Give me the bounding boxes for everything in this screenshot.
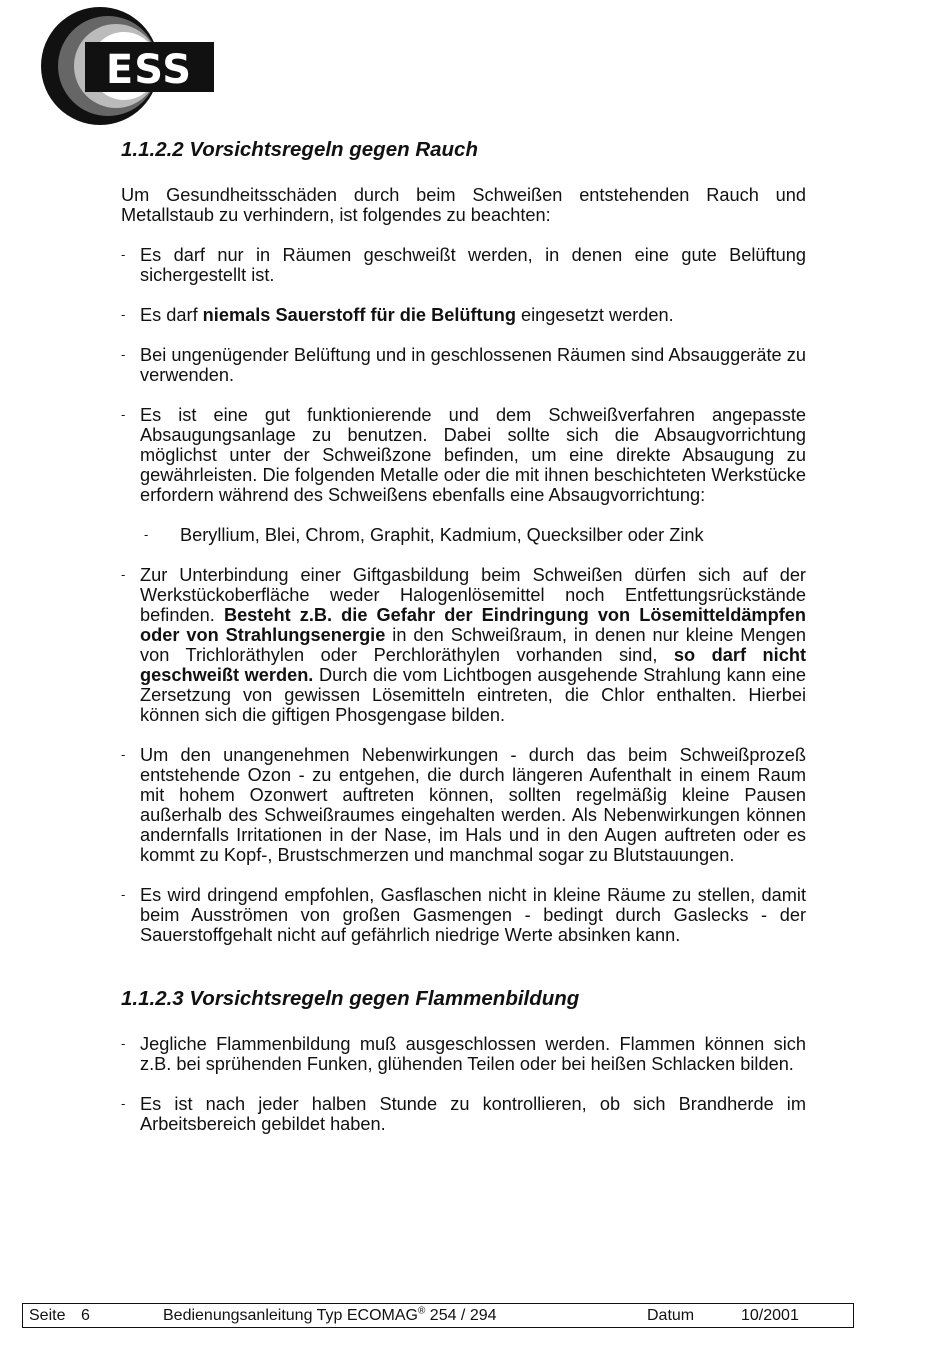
bold-warning: so darf nicht geschweißt werden. — [140, 645, 807, 685]
bullet-dash: - — [144, 527, 149, 542]
bullet-dash: - — [121, 407, 126, 422]
bullet-dash: - — [121, 887, 126, 902]
registered-mark: ® — [417, 1305, 426, 1317]
bullet-dash: - — [121, 1096, 126, 1111]
list-item: - Es darf niemals Sauerstoff für die Belüftung eingesetzt werden. — [121, 305, 674, 325]
footer-page-number: 6 — [81, 1307, 90, 1324]
footer-page-label: Seite — [29, 1307, 66, 1324]
section-heading-flammen: 1.1.2.3 Vorsichtsregeln gegen Flammenbildung — [121, 987, 580, 1010]
list-item: - Bei ungenügender Belüftung und in geschlossenen Räumen sind Absauggeräte zu verwenden. — [121, 345, 806, 385]
page-footer — [22, 1303, 854, 1328]
bold-warning: Besteht z.B. die Gefahr der Eindringung von Lösemitteldämpfen oder von Strahlungsenergie — [140, 605, 806, 645]
list-item: - Es ist eine gut funktionierende und dem Schweißverfahren angepasste Absaugungsanlage zu benutzen. Dabei sollte sich die Absaugvorrichtung möglichst unter der Schweißzone befinden, um eine direkte Absaugung zu gewährleisten. Die folgenden Metalle oder die mit ihnen beschichteten Werkstücke erfordern während des Schweißens ebenfalls eine Absaugvorrichtung: — [121, 405, 806, 505]
ess-logo — [38, 6, 218, 126]
bullet-dash: - — [121, 347, 126, 362]
footer-date-label: Datum — [647, 1307, 695, 1324]
sub-list-item: - Beryllium, Blei, Chrom, Graphit, Kadmium, Quecksilber oder Zink — [144, 525, 704, 545]
footer-date-value: 10/2001 — [741, 1307, 799, 1324]
bullet-dash: - — [121, 307, 126, 322]
list-item: - Jegliche Flammenbildung muß ausgeschlossen werden. Flammen können sich z.B. bei sprühenden Funken, glühenden Teilen oder bei heißen Schlacken bilden. — [121, 1034, 806, 1074]
bullet-dash: - — [121, 247, 126, 262]
list-item: - Es darf nur in Räumen geschweißt werden, in denen eine gute Belüftung sichergestellt ist. — [121, 245, 806, 285]
footer-manual-title: Bedienungsanleitung Typ ECOMAG® 254 / 294 — [163, 1305, 497, 1324]
bullet-dash: - — [121, 567, 126, 582]
list-item: - Um den unangenehmen Nebenwirkungen - durch das beim Schweißprozeß entstehende Ozon - zu entgehen, die durch längeren Aufenthalt in einem Raum mit hohem Ozonwert auftreten können, sollten regelmäßig kleine Pausen außerhalb des Schweißraumes eingehalten werden. Als Nebenwirkungen können andernfalls Irritationen in der Nase, im Hals und in den Augen auftreten oder es kommt zu Kopf-, Brustschmerzen und manchmal sogar zu Blutstauungen. — [121, 745, 806, 865]
intro-paragraph: Um Gesundheitsschäden durch beim Schweißen entstehenden Rauch und Metallstaub zu verhindern, ist folgendes zu beachten: — [121, 185, 806, 225]
section-heading-rauch: 1.1.2.2 Vorsichtsregeln gegen Rauch — [121, 138, 478, 161]
bullet-dash: - — [121, 747, 126, 762]
page-content — [121, 138, 806, 1134]
list-item: - Es ist nach jeder halben Stunde zu kontrollieren, ob sich Brandherde im Arbeitsbereich gebildet haben. — [121, 1094, 806, 1134]
list-item: - Es wird dringend empfohlen, Gasflaschen nicht in kleine Räume zu stellen, damit beim Ausströmen von großen Gasmengen - bedingt durch Gaslecks - der Sauerstoffgehalt nicht auf gefährlich niedrige Werte absinken kann. — [121, 885, 806, 945]
bullet-dash: - — [121, 1036, 126, 1051]
logo-text: ESS — [105, 47, 193, 93]
list-item: - Zur Unterbindung einer Giftgasbildung beim Schweißen dürfen sich auf der Werkstückoberfläche weder Halogenlösemittel noch Entfettungsrückstände befinden. Besteht z.B. die Gefahr der Eindringung von Lösemitteldämpfen oder von Strahlungsenergie in den Schweißraum, in denen nur kleine Mengen von Trichloräthylen oder Perchloräthylen vorhanden sind, so darf nicht geschweißt werden. Durch die vom Lichtbogen ausgehende Strahlung kann eine Zersetzung von gewissen Lösemitteln eintreten, die Chlor enthalten. Hierbei können sich die giftigen Phosgengase bilden. — [121, 565, 807, 725]
bold-warning: niemals Sauerstoff für die Belüftung — [202, 305, 516, 325]
